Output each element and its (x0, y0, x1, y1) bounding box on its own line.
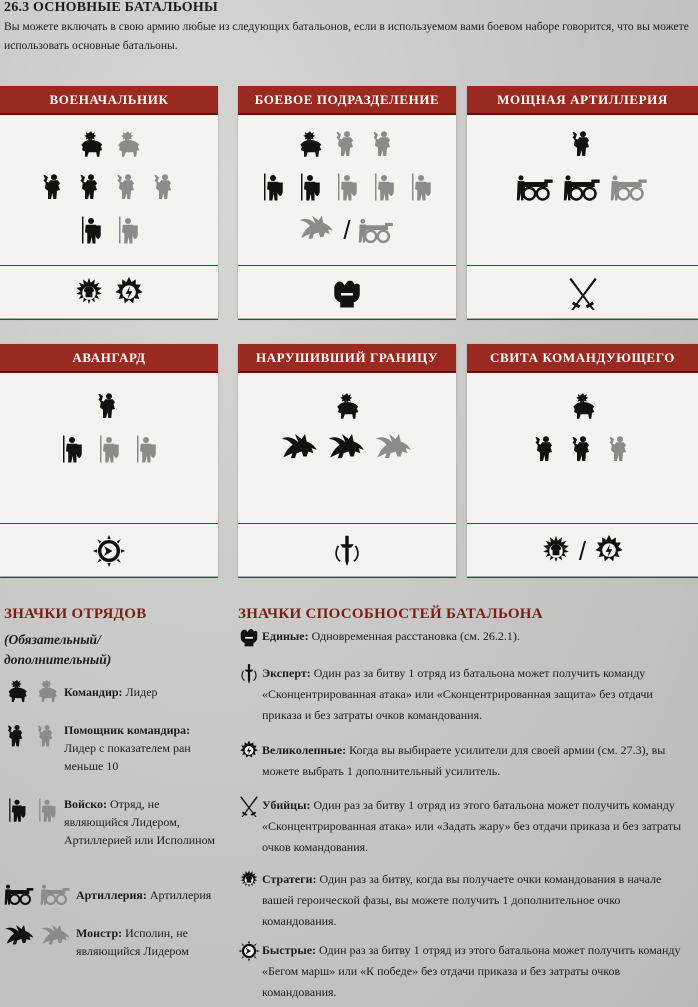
monster-icon (298, 213, 336, 247)
battalion-units (0, 371, 218, 523)
unit-icons-subheading: (Обязательный/ дополнительный) (4, 632, 112, 667)
troops-icon (76, 213, 106, 247)
sub-commander-icon (94, 389, 124, 423)
battalion-units (238, 371, 456, 523)
ability-text: Один раз за битву 1 отряд из батальона может получить команду «Сконцентрированная атака» или «Сконцентрированная защита» без отдачи приказа и без затраты очков командования. (262, 666, 653, 722)
artillery-icon (610, 170, 650, 204)
slayers-icon (566, 276, 600, 310)
commander-icon (76, 127, 106, 161)
battalion-abilities (467, 265, 698, 320)
swift-icon (238, 940, 260, 962)
monster-icon (40, 922, 72, 952)
artillery-icon (516, 170, 556, 204)
battalion-title: НАРУШИВШИЙ ГРАНИЦУ (238, 344, 456, 373)
legend-text: Артиллерия (149, 888, 212, 902)
troops-icon (34, 795, 60, 825)
magnificent-icon (592, 534, 626, 568)
troops-icon (369, 170, 399, 204)
battalion-card-warlord (0, 86, 218, 318)
battalion-units (467, 371, 698, 523)
ability-label: Стратеги: (262, 872, 317, 886)
legend-label: Монстр: (76, 926, 123, 940)
troops-icon (295, 170, 325, 204)
legend-label: Командир: (64, 685, 123, 699)
battalion-abilities (238, 265, 456, 320)
strategists-icon (72, 276, 106, 310)
troops-icon (406, 170, 436, 204)
sub-commander-icon (568, 127, 598, 161)
unified-icon (238, 626, 260, 648)
sub-commander-icon (531, 432, 561, 466)
magnificent-icon (238, 740, 260, 762)
legend-text: Исполин, не являющийся Лидером (76, 926, 189, 958)
sub-commander-icon (4, 721, 30, 751)
ability-text: Один раз за битву 1 отряд из этого батальона может получить команду «Сконцентрированная атака» или «Задать жару» без отдачи приказа и без затраты очков командования. (262, 798, 682, 854)
commander-icon (568, 389, 598, 423)
sub-commander-icon (39, 170, 69, 204)
artillery-icon (40, 879, 72, 909)
expert-icon (330, 534, 364, 568)
battalion-abilities (467, 523, 698, 578)
battalion-title: СВИТА КОМАНДУЮЩЕГО (467, 344, 698, 373)
intro-text: Вы можете включать в свою армию любые из следующих батальонов, если в используемом вами боевом наборе говорится, что вы можете использовать основные батальоны. (4, 20, 689, 52)
monster-icon (4, 922, 36, 952)
battalion-abilities (0, 523, 218, 578)
unified-icon (330, 276, 364, 310)
page-heading: 26.3 ОСНОВНЫЕ БАТАЛЬОНЫ (4, 0, 218, 15)
commander-icon (332, 389, 362, 423)
troops-icon (113, 213, 143, 247)
strategists-icon (539, 534, 573, 568)
artillery-icon (563, 170, 603, 204)
swift-icon (92, 534, 126, 568)
ability-text: Один раз за битву, когда вы получаете очки командования в начале вашей героической фазы, вы можете получить 1 дополнительное очко командования. (262, 872, 662, 928)
strategists-icon (238, 869, 260, 891)
legend-label: Войско: (64, 797, 107, 811)
troops-icon (57, 432, 87, 466)
sub-commander-icon (369, 127, 399, 161)
sub-commander-icon (568, 432, 598, 466)
ability-label: Великолепные: (262, 743, 347, 757)
ability-label: Единые: (262, 629, 309, 643)
sub-commander-icon (332, 127, 362, 161)
battalion-units (467, 113, 698, 265)
sub-commander-icon (605, 432, 635, 466)
commander-icon (113, 127, 143, 161)
troops-icon (94, 432, 124, 466)
battalion-title: МОЩНАЯ АРТИЛЛЕРИЯ (467, 86, 698, 115)
sub-commander-icon (76, 170, 106, 204)
slash-separator: / (578, 535, 587, 566)
troops-icon (4, 795, 30, 825)
monster-icon (280, 432, 320, 466)
battalion-title: ВОЕНАЧАЛЬНИК (0, 86, 218, 115)
legend-label: Помощник командира: (64, 723, 191, 737)
ability-text: Один раз за битву 1 отряд из этого батальона может получить команду «Бегом марш» или «К победе» без отдачи приказа и без затраты очков командования. (262, 943, 681, 999)
battalion-card-command-entourage (467, 344, 698, 576)
battalion-card-linebreaker (238, 344, 456, 576)
ability-text: Когда вы выбираете усилители для своей армии (см. 27.3), вы можете выбрать 1 дополнительный усилитель. (262, 743, 666, 778)
commander-icon (4, 676, 30, 706)
battalion-abilities (238, 523, 456, 578)
slayers-icon (238, 795, 260, 817)
artillery-icon (358, 213, 396, 247)
legend-text: Лидер (125, 685, 158, 699)
unit-icons-heading: ЗНАЧКИ ОТРЯДОВ (4, 606, 147, 622)
monster-icon (327, 432, 367, 466)
commander-icon (295, 127, 325, 161)
sub-commander-icon (150, 170, 180, 204)
battalion-abilities (0, 265, 218, 320)
slash-separator: / (343, 215, 351, 245)
battalion-card-vanguard (0, 344, 218, 576)
battalion-title: АВАНГАРД (0, 344, 218, 373)
monster-icon (374, 432, 414, 466)
troops-icon (258, 170, 288, 204)
sub-commander-icon (113, 170, 143, 204)
ability-label: Убийцы: (262, 798, 311, 812)
legend-label: Артиллерия: (76, 888, 147, 902)
artillery-icon (4, 879, 36, 909)
magnificent-icon (112, 276, 146, 310)
battalion-title: БОЕВОЕ ПОДРАЗДЕЛЕНИЕ (238, 86, 456, 115)
legend-text: Отряд, не являющийся Лидером, Артиллерией или Исполином (64, 797, 215, 847)
ability-label: Эксперт: (262, 666, 311, 680)
expert-icon (238, 663, 260, 685)
ability-text: Одновременная расстановка (см. 26.2.1). (311, 629, 520, 643)
commander-icon (34, 676, 60, 706)
battalion-card-grand-battery (467, 86, 698, 318)
battalion-units (238, 113, 456, 265)
battalion-units (0, 113, 218, 265)
abilities-heading: ЗНАЧКИ СПОСОБНОСТЕЙ БАТАЛЬОНА (238, 606, 543, 622)
ability-label: Быстрые: (262, 943, 317, 957)
sub-commander-icon (34, 721, 60, 751)
legend-text: Лидер с показателем ран меньше 10 (64, 741, 191, 773)
troops-icon (131, 432, 161, 466)
battalion-card-battle-regiment (238, 86, 456, 318)
troops-icon (332, 170, 362, 204)
